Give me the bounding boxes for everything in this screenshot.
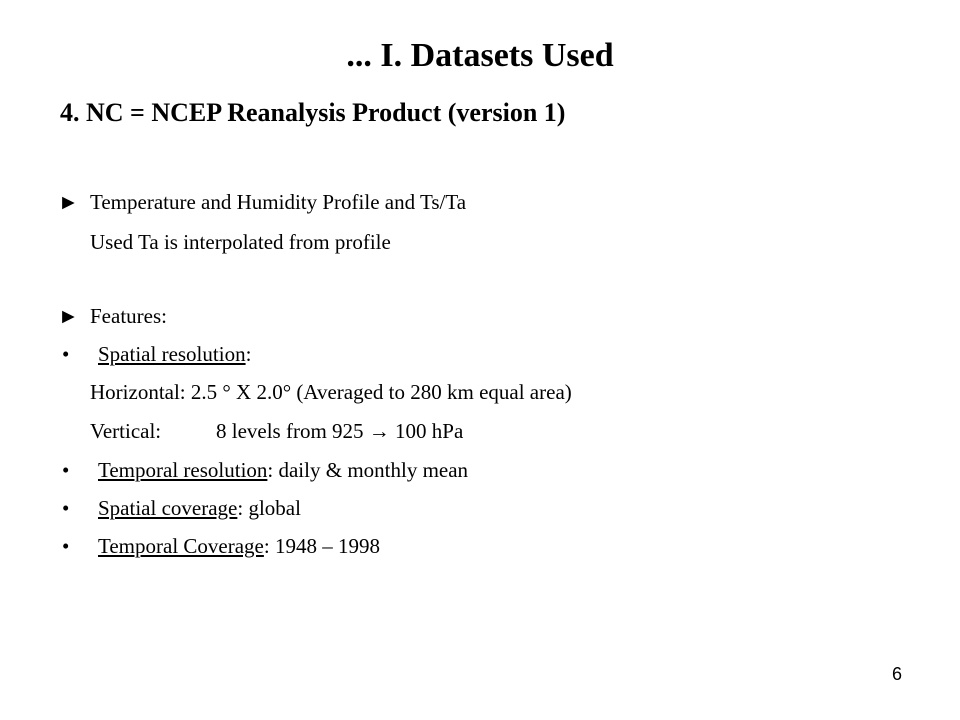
temporal-resolution-value: : daily & monthly mean — [267, 458, 469, 482]
spatial-coverage-term: Spatial coverage — [98, 496, 238, 520]
spatial-resolution-term: Spatial resolution — [98, 342, 246, 366]
profile-note-text: Used Ta is interpolated from profile — [90, 230, 391, 254]
temporal-resolution-term: Temporal resolution — [98, 458, 268, 482]
slide-title: ... I. Datasets Used — [346, 37, 614, 74]
vertical-resolution-row — [58, 417, 463, 445]
horizontal-value: 2.5 ° X 2.0° (Averaged to 280 km equal area) — [190, 380, 572, 404]
profile-text: Temperature and Humidity Profile and Ts/Ta — [90, 190, 467, 214]
page-number: 6 — [891, 664, 902, 684]
arrow-bullet-icon: ► — [58, 190, 79, 214]
arrow-bullet-icon: ► — [58, 304, 79, 328]
horizontal-resolution-row — [58, 378, 572, 406]
vertical-label: Vertical: — [90, 419, 162, 443]
dot-bullet-icon: • — [62, 342, 70, 366]
vertical-value: 8 levels from 925 → 100 hPa — [216, 419, 464, 443]
dot-bullet-icon: • — [62, 458, 70, 482]
temporal-coverage-term: Temporal Coverage — [98, 534, 264, 558]
spatial-coverage-value: : global — [237, 496, 301, 520]
dot-bullet-icon: • — [62, 496, 70, 520]
list-item-temporal-coverage — [58, 532, 380, 560]
horizontal-label: Horizontal: — [90, 380, 186, 404]
slide-subtitle: 4. NC = NCEP Reanalysis Product (version 1) — [60, 98, 566, 127]
temporal-coverage-value: : 1948 – 1998 — [263, 534, 380, 558]
bullet-item-profile — [58, 188, 466, 216]
dot-bullet-icon: • — [62, 534, 70, 558]
list-item-temporal-resolution — [58, 456, 468, 484]
features-label: Features: — [90, 304, 167, 328]
list-item-spatial-resolution — [58, 340, 251, 368]
bullet-item-features — [58, 302, 167, 330]
profile-note — [58, 228, 391, 256]
list-item-spatial-coverage — [58, 494, 301, 522]
spatial-resolution-suffix: : — [245, 342, 252, 366]
